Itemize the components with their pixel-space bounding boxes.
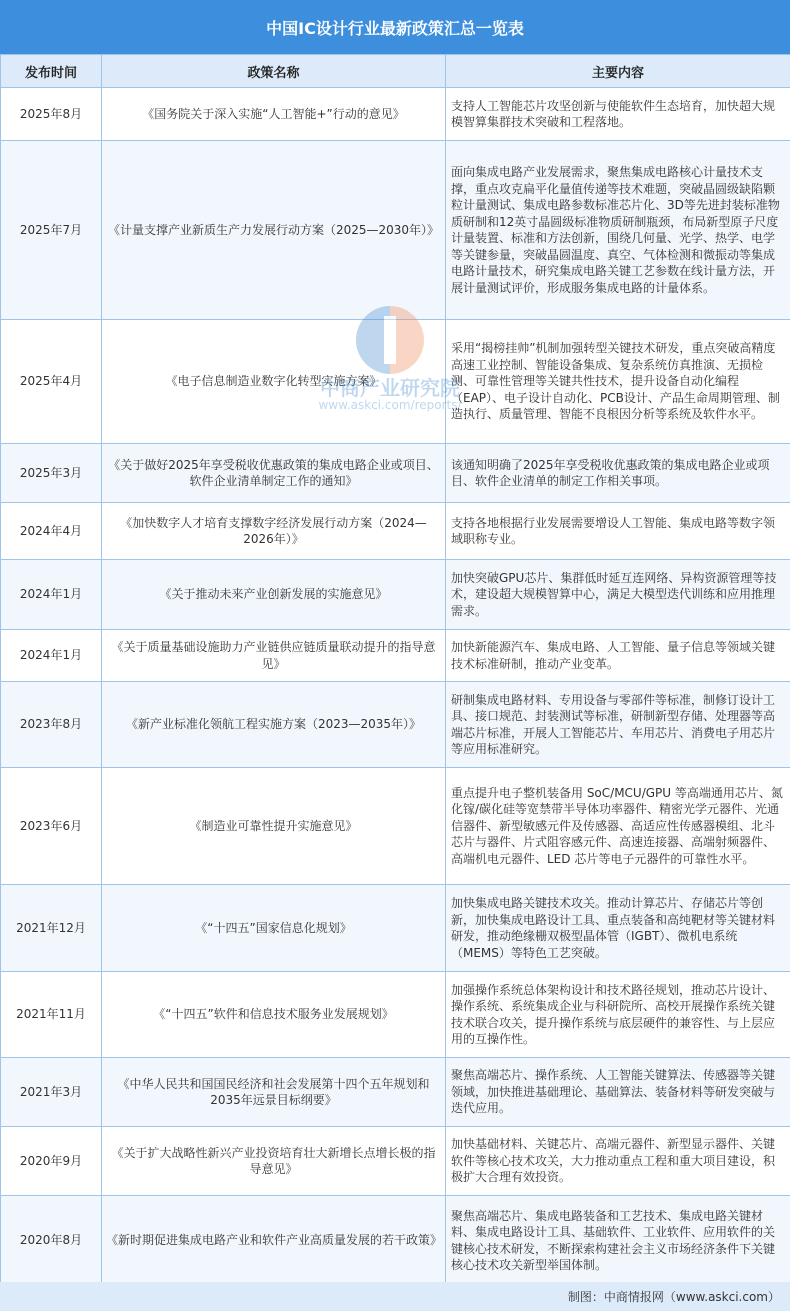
table-row [1,1196,790,1286]
table-row [1,630,790,682]
row-date: 2021年11月 [1,972,102,1058]
row-date: 2024年4月 [1,503,102,560]
row-name: 《计量支撑产业新质生产力发展行动方案（2025—2030年）》 [102,141,446,320]
row-date: 2025年3月 [1,444,102,503]
row-date: 2021年3月 [1,1058,102,1127]
row-date: 2025年4月 [1,320,102,444]
table-row [1,768,790,885]
table-row [1,972,790,1058]
row-content: 研制集成电路材料、专用设备与零部件等标准，制修订设计工具、接口规范、封装测试等标准，研制新型存储、处理器等高端芯片标准，开展人工智能芯片、车用芯片、消费电子用芯片等应用标准研究。 [446,682,790,768]
row-name: 《关于推动未来产业创新发展的实施意见》 [102,560,446,630]
table-row [1,88,790,141]
table-row [1,141,790,320]
row-content: 该通知明确了2025年享受税收优惠政策的集成电路企业或项目、软件企业清单的制定工作相关事项。 [446,444,790,503]
row-name: 《关于做好2025年享受税收优惠政策的集成电路企业或项目、软件企业清单制定工作的通知》 [102,444,446,503]
watermark-text: 中商产业研究院 [320,376,460,400]
row-content: 重点提升电子整机装备用 SoC/MCU/GPU 等高端通用芯片、氮化镓/碳化硅等宽禁带半导体功率器件、精密光学元器件、光通信器件、新型敏感元件及传感器、高适应性传感器模组、北斗芯片与器件、片式阻容感元件、高速连接器、高端射频器件、高端机电元器件、LED 芯片等电子元器件的可靠性水平。 [446,768,790,885]
row-name: 《“十四五”软件和信息技术服务业发展规划》 [102,972,446,1058]
row-content: 聚焦高端芯片、集成电路装备和工艺技术、集成电路关键材料、集成电路设计工具、基础软件、工业软件、应用软件的关键核心技术研发，不断探索构建社会主义市场经济条件下关键核心技术攻关新型举国体制。 [446,1196,790,1286]
row-name: 《新产业标准化领航工程实施方案（2023—2035年）》 [102,682,446,768]
row-date: 2024年1月 [1,630,102,682]
row-date: 2023年8月 [1,682,102,768]
row-content: 加快新能源汽车、集成电路、人工智能、量子信息等领域关键技术标准研制，推动产业变革。 [446,630,790,682]
table-row [1,444,790,503]
row-name: 《加快数字人才培育支撑数字经济发展行动方案（2024—2026年）》 [102,503,446,560]
source-footer: 制图：中商情报网（www.askci.com） [0,1282,790,1311]
row-content: 加快基础材料、关键芯片、高端元器件、新型显示器件、关键软件等核心技术攻关，大力推动重点工程和重大项目建设，积极扩大合理有效投资。 [446,1127,790,1196]
row-name: 《电子信息制造业数字化转型实施方案》 [102,320,446,444]
header-date: 发布时间 [1,55,102,88]
row-name: 《关于质量基础设施助力产业链供应链质量联动提升的指导意见》 [102,630,446,682]
policy-table [0,54,790,1286]
row-date: 2020年8月 [1,1196,102,1286]
row-content: 支持人工智能芯片攻坚创新与使能软件生态培育，加快超大规模智算集群技术突破和工程落地。 [446,88,790,141]
row-date: 2025年8月 [1,88,102,141]
row-name: 《关于扩大战略性新兴产业投资培育壮大新增长点增长极的指导意见》 [102,1127,446,1196]
row-content: 采用“揭榜挂帅”机制加强转型关键技术研发，重点突破高精度高速工业控制、智能设备集成、复杂系统仿真推演、无损检测、可靠性管理等关键共性技术，提升设备自动化编程（EAP）、电子设计自动化、PCB设计、产品生命周期管理、制造执行、质量管理、智能不良根因分析等系统及软件水平。 [446,320,790,444]
header-content: 主要内容 [446,55,790,88]
row-content: 面向集成电路产业发展需求，聚焦集成电路核心计量技术支撑，重点攻克扁平化量值传递等技术难题，突破晶圆级缺陷颗粒计量测试、集成电路参数标准芯片化、3D等先进封装标准物质研制和12英寸晶圆级标准物质研制瓶颈，布局新型原子尺度计量装置、标准和方法创新，围绕几何量、光学、热学、电学等关键参量，突破晶圆温度、真空、气体检测和微振动等集成电路计量技术，研究集成电路关键工艺参数在线计量方法，开展计量测试评价，形成服务集成电路的计量体系。 [446,141,790,320]
table-row [1,503,790,560]
row-name: 《国务院关于深入实施“人工智能+”行动的意见》 [102,88,446,141]
watermark-url: www.askci.com/reports/ [318,398,462,412]
row-date: 2025年7月 [1,141,102,320]
table-row [1,1127,790,1196]
row-date: 2021年12月 [1,885,102,972]
table-row [1,682,790,768]
row-date: 2024年1月 [1,560,102,630]
table-row [1,1058,790,1127]
row-name: 《“十四五”国家信息化规划》 [102,885,446,972]
page-title: 中国IC设计行业最新政策汇总一览表 [0,0,790,54]
row-name: 《中华人民共和国国民经济和社会发展第十四个五年规划和2035年远景目标纲要》 [102,1058,446,1127]
row-content: 聚焦高端芯片、操作系统、人工智能关键算法、传感器等关键领域，加快推进基础理论、基础算法、装备材料等研发突破与迭代应用。 [446,1058,790,1127]
row-date: 2020年9月 [1,1127,102,1196]
row-name: 《新时期促进集成电路产业和软件产业高质量发展的若干政策》 [102,1196,446,1286]
row-content: 加快集成电路关键技术攻关。推动计算芯片、存储芯片等创新，加快集成电路设计工具、重点装备和高纯靶材等关键材料研发，推动绝缘栅双极型晶体管（IGBT）、微机电系统（MEMS）等特色工艺突破。 [446,885,790,972]
table-header-row [1,55,790,88]
row-date: 2023年6月 [1,768,102,885]
header-name: 政策名称 [102,55,446,88]
table-row [1,320,790,444]
table-row [1,885,790,972]
row-name: 《制造业可靠性提升实施意见》 [102,768,446,885]
row-content: 加强操作系统总体架构设计和技术路径规划，推动芯片设计、操作系统、系统集成企业与科研院所、高校开展操作系统关键技术联合攻关，提升操作系统与底层硬件的兼容性、与上层应用的互操作性。 [446,972,790,1058]
row-content: 加快突破GPU芯片、集群低时延互连网络、异构资源管理等技术，建设超大规模智算中心，满足大模型迭代训练和应用推理需求。 [446,560,790,630]
table-row [1,560,790,630]
row-content: 支持各地根据行业发展需要增设人工智能、集成电路等数字领域职称专业。 [446,503,790,560]
